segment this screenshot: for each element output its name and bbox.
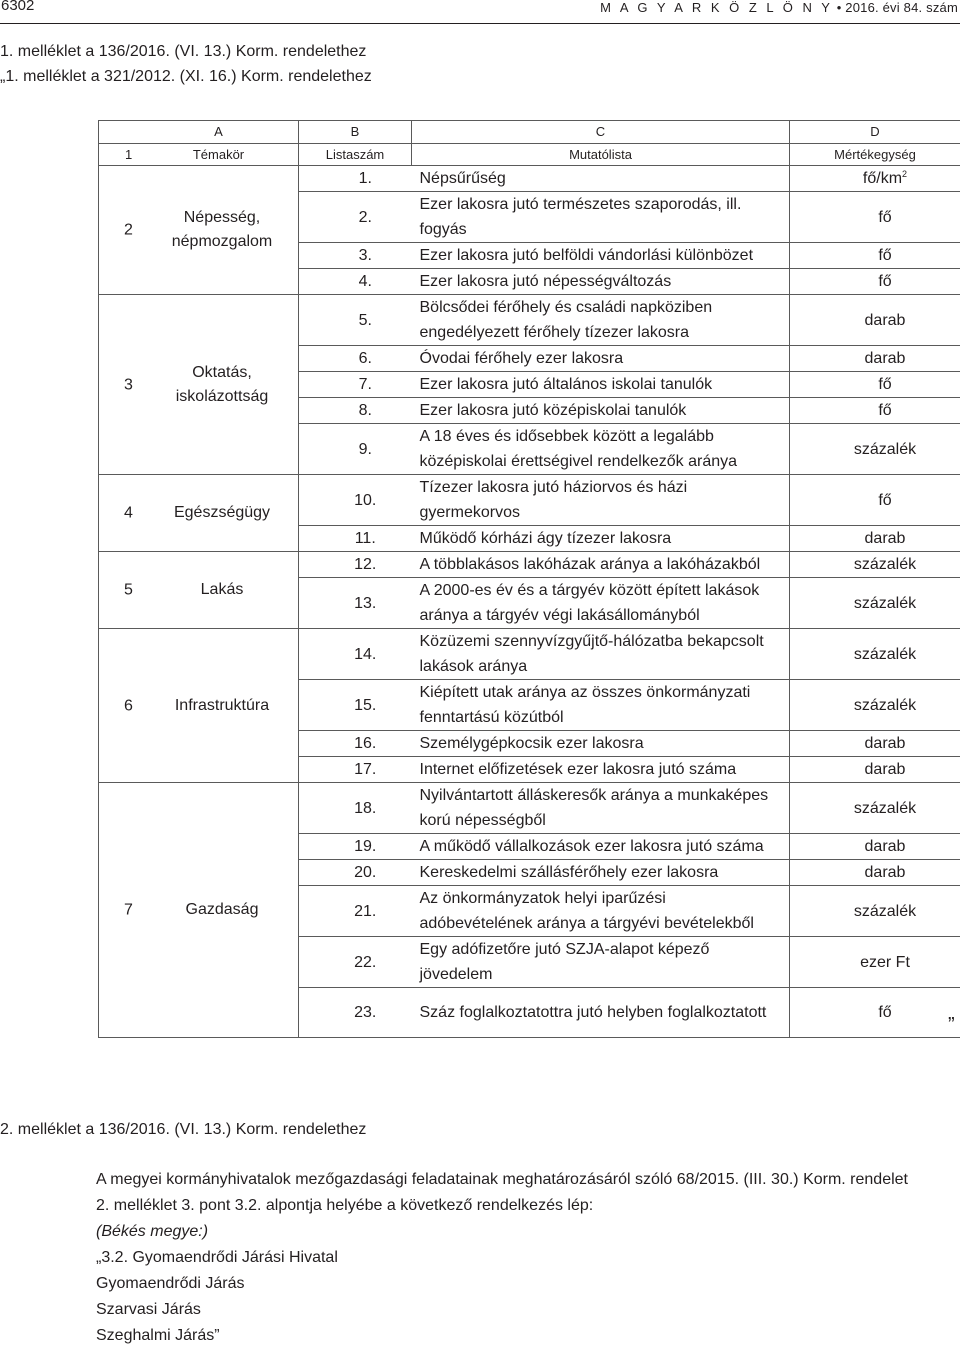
- indicator-number: 1.: [299, 166, 412, 192]
- indicator-text: Személygépkocsik ezer lakosra: [412, 731, 790, 757]
- indicator-text: Az önkormányzatok helyi iparűzési adóbevételének aránya a tárgyévi bevételekből: [412, 886, 790, 937]
- topic-label: Gazdaság: [185, 901, 259, 918]
- group-row-number: 6: [124, 697, 133, 714]
- column-letter: D: [790, 121, 960, 144]
- column-title-topic: Témakör: [192, 147, 245, 162]
- district-name: Szarvasi Járás: [96, 1301, 201, 1318]
- indicator-row: [99, 295, 960, 346]
- indicator-text: Közüzemi szennyvízgyűjtő-hálózatba bekapcsolt lakások aránya: [412, 629, 790, 680]
- indicator-row: [99, 783, 960, 834]
- county-label: (Békés megye:): [96, 1223, 209, 1240]
- column-letter: C: [412, 121, 790, 144]
- column-title: Mutatólista: [412, 144, 790, 166]
- topic-cell: [99, 552, 299, 629]
- indicator-number: 18.: [299, 783, 412, 834]
- indicator-text: Internet előfizetések ezer lakosra jutó száma: [412, 757, 790, 783]
- indicator-row: [99, 629, 960, 680]
- indicator-number: 10.: [299, 475, 412, 526]
- group-row-number: 3: [124, 376, 133, 393]
- column-title: [99, 144, 299, 166]
- indicator-text: Népsűrűség: [412, 166, 790, 192]
- indicator-number: 4.: [299, 269, 412, 295]
- indicator-text: A 18 éves és idősebbek között a legalább középiskolai érettségivel rendelkezők aránya: [412, 424, 790, 475]
- indicator-unit: fő: [790, 988, 960, 1038]
- indicator-text: Kereskedelmi szállásférőhely ezer lakosra: [412, 860, 790, 886]
- indicator-number: 21.: [299, 886, 412, 937]
- indicator-unit: százalék: [790, 424, 960, 475]
- indicator-unit: darab: [790, 295, 960, 346]
- indicator-unit: darab: [790, 834, 960, 860]
- indicator-number: 7.: [299, 372, 412, 398]
- indicator-unit: ezer Ft: [790, 937, 960, 988]
- indicator-text: Ezer lakosra jutó népességváltozás: [412, 269, 790, 295]
- indicator-number: 22.: [299, 937, 412, 988]
- topic-cell: [99, 475, 299, 552]
- indicator-text: Ezer lakosra jutó középiskolai tanulók: [412, 398, 790, 424]
- indicator-number: 6.: [299, 346, 412, 372]
- header-row-number: 1: [125, 147, 133, 162]
- group-row-number: 7: [124, 901, 133, 919]
- topic-label: Népesség, népmozgalom: [171, 209, 273, 250]
- indicator-unit: fő: [790, 372, 960, 398]
- indicator-unit: százalék: [790, 680, 960, 731]
- indicator-unit: darab: [790, 757, 960, 783]
- annex2-body-line: A megyei kormányhivatalok mezőgazdasági feladatainak meghatározásáról szóló 68/2015. (III. 30.) Korm. rendelet: [96, 1171, 908, 1188]
- indicator-text: Tízezer lakosra jutó háziorvos és házi gyermekorvos: [412, 475, 790, 526]
- indicator-number: 14.: [299, 629, 412, 680]
- indicator-unit: százalék: [790, 552, 960, 578]
- indicator-text: A többlakásos lakóházak aránya a lakóházakból: [412, 552, 790, 578]
- topic-cell: [99, 295, 299, 475]
- indicator-row: [99, 552, 960, 578]
- indicator-text: Ezer lakosra jutó általános iskolai tanulók: [412, 372, 790, 398]
- column-title: Listaszám: [299, 144, 412, 166]
- annex1-title: 1. melléklet a 136/2016. (VI. 13.) Korm. rendelethez: [0, 43, 367, 60]
- topic-cell: [99, 166, 299, 295]
- indicator-unit: darab: [790, 346, 960, 372]
- annex1-subtitle: „1. melléklet a 321/2012. (XI. 16.) Korm. rendelethez: [0, 68, 372, 85]
- indicator-table: [98, 120, 960, 1038]
- indicator-number: 5.: [299, 295, 412, 346]
- header-rule: [0, 23, 960, 24]
- district-name: Gyomaendrődi Járás: [96, 1275, 245, 1292]
- journal-name: M A G Y A R K Ö Z L Ö N Y: [600, 0, 833, 15]
- indicator-unit: darab: [790, 860, 960, 886]
- topic-cell: [99, 783, 299, 1038]
- indicator-unit: fő: [790, 269, 960, 295]
- indicator-unit: fő: [790, 475, 960, 526]
- indicator-number: 9.: [299, 424, 412, 475]
- indicator-number: 8.: [299, 398, 412, 424]
- indicator-text: Ezer lakosra jutó belföldi vándorlási különbözet: [412, 243, 790, 269]
- indicator-unit: százalék: [790, 886, 960, 937]
- indicator-unit: darab: [790, 731, 960, 757]
- indicator-text: Száz foglalkoztatottra jutó helyben foglalkoztatott: [412, 988, 790, 1038]
- annex2-title: 2. melléklet a 136/2016. (VI. 13.) Korm. rendelethez: [0, 1121, 367, 1138]
- topic-label: Infrastruktúra: [174, 696, 270, 714]
- indicator-unit: százalék: [790, 578, 960, 629]
- indicator-text: Bölcsődei férőhely és családi napköziben engedélyezett férőhely tízezer lakosra: [412, 295, 790, 346]
- indicator-text: Egy adófizetőre jutó SZJA-alapot képező jövedelem: [412, 937, 790, 988]
- indicator-row: [99, 166, 960, 192]
- indicator-text: A 2000-es év és a tárgyév között épített lakások aránya a tárgyév végi lakásállományból: [412, 578, 790, 629]
- indicator-number: 16.: [299, 731, 412, 757]
- indicator-text: A működő vállalkozások ezer lakosra jutó száma: [412, 834, 790, 860]
- office-name: „3.2. Gyomaendrődi Járási Hivatal: [96, 1249, 338, 1266]
- indicator-unit: fő: [790, 243, 960, 269]
- closing-quote: ”: [948, 1014, 955, 1036]
- indicator-row: [99, 475, 960, 526]
- topic-label: Oktatás, iskolázottság: [175, 363, 269, 405]
- indicator-unit: százalék: [790, 783, 960, 834]
- journal-header: M A G Y A R K Ö Z L Ö N Y • 2016. évi 84. szám: [600, 0, 958, 15]
- indicator-number: 11.: [299, 526, 412, 552]
- indicator-number: 20.: [299, 860, 412, 886]
- indicator-number: 2.: [299, 192, 412, 243]
- group-row-number: 2: [124, 221, 133, 239]
- indicator-text: Óvodai férőhely ezer lakosra: [412, 346, 790, 372]
- indicator-unit: darab: [790, 526, 960, 552]
- indicator-text: Ezer lakosra jutó természetes szaporodás, ill. fogyás: [412, 192, 790, 243]
- indicator-number: 3.: [299, 243, 412, 269]
- page-number: 6302: [1, 0, 35, 14]
- district-name: Szeghalmi Járás”: [96, 1327, 220, 1344]
- indicator-unit: fő: [790, 192, 960, 243]
- annex2-body-line: 2. melléklet 3. pont 3.2. alpontja helyébe a következő rendelkezés lép:: [96, 1197, 594, 1214]
- indicator-number: 13.: [299, 578, 412, 629]
- column-letter: B: [299, 121, 412, 144]
- group-row-number: 5: [124, 581, 133, 599]
- topic-label: Lakás: [200, 581, 244, 598]
- column-letter: A: [99, 121, 299, 144]
- column-title-row: [99, 144, 960, 166]
- indicator-unit: $fő/km^2$: [790, 166, 960, 192]
- indicator-number: 12.: [299, 552, 412, 578]
- indicator-text: Működő kórházi ágy tízezer lakosra: [412, 526, 790, 552]
- indicator-unit: fő: [790, 398, 960, 424]
- indicator-number: 23.: [299, 988, 412, 1038]
- group-row-number: 4: [124, 504, 133, 522]
- indicator-unit: százalék: [790, 629, 960, 680]
- indicator-number: 19.: [299, 834, 412, 860]
- indicator-number: 15.: [299, 680, 412, 731]
- topic-label: Egészségügy: [173, 504, 271, 521]
- indicator-number: 17.: [299, 757, 412, 783]
- column-letter-row: [99, 121, 960, 144]
- column-title: Mértékegység: [790, 144, 960, 166]
- indicator-text: Kiépített utak aránya az összes önkormányzati fenntartású közútból: [412, 680, 790, 731]
- indicator-text: Nyilvántartott álláskeresők aránya a munkaképes korú népességből: [412, 783, 790, 834]
- journal-issue: 2016. évi 84. szám: [845, 0, 958, 15]
- topic-cell: [99, 629, 299, 783]
